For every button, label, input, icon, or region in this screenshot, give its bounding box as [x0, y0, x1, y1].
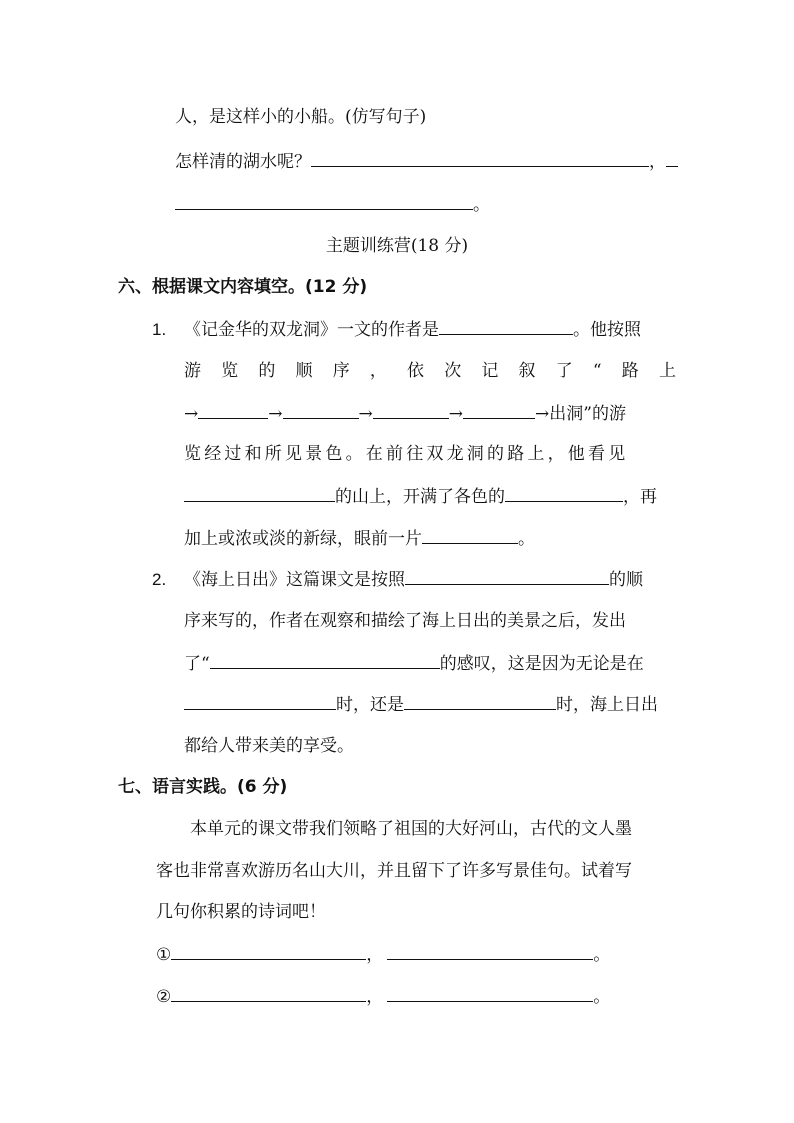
s6-item2-text-b: 序来写的，作者在观察和描绘了海上日出的美景之后，发出	[184, 611, 626, 631]
poem-2-period: 。	[593, 987, 611, 1007]
s6-item1-line2	[184, 358, 676, 384]
s6-item1-line3	[184, 400, 626, 427]
s6-item1-text-c-end: 出洞”的游	[549, 404, 626, 424]
s6-item2-text-d2: 时，海上日出	[556, 695, 658, 715]
char: 的	[258, 361, 276, 381]
poem-2-comma: ，	[366, 987, 384, 1007]
s6-item1-line4	[184, 441, 628, 467]
s6-item1-text-a: 《记金华的双龙洞》一文的作者是	[184, 320, 439, 340]
char: 顺	[295, 361, 313, 381]
route-blank-2[interactable]	[283, 400, 359, 419]
char: 记	[481, 361, 499, 381]
s6-item1-author-blank[interactable]	[439, 316, 573, 335]
arrow-icon: →	[268, 404, 283, 424]
route-blank-4[interactable]	[463, 400, 535, 419]
s6-item2-text-c: 了“	[184, 654, 210, 674]
s6-item1-text-a-end: 。他按照	[573, 320, 641, 340]
s6-item2-text-d1: 时，还是	[336, 695, 404, 715]
flowers-blank[interactable]	[505, 483, 623, 502]
poem-1-blank-a[interactable]	[171, 941, 366, 960]
poem-2-blank-b[interactable]	[387, 983, 593, 1002]
scene-blank[interactable]	[422, 525, 518, 544]
s6-item2-number: 2.	[152, 570, 167, 589]
s6-item1-line5	[184, 483, 657, 510]
poem-1-period: 。	[593, 945, 611, 965]
poem-line-1	[156, 941, 610, 968]
q5-blank-2[interactable]	[175, 191, 473, 210]
arrow-icon: →	[184, 404, 199, 424]
s6-item2-text-a: 《海上日出》这篇课文是按照	[184, 570, 405, 590]
q5-text-2: 怎样清的湖水呢？	[175, 152, 311, 172]
circled-two-marker: ②	[156, 987, 172, 1007]
q5-period: 。	[473, 195, 490, 215]
q5-line-1	[175, 104, 426, 130]
s6-heading	[118, 274, 367, 300]
s6-item2-text-e: 都给人带来美的享受。	[184, 736, 354, 756]
s7-para-line3	[156, 899, 326, 925]
arrow-icon: →	[448, 404, 463, 424]
char: 了	[555, 361, 573, 381]
s6-item2-text-a-end: 的顺	[609, 570, 643, 590]
poem-2-blank-a[interactable]	[171, 983, 366, 1002]
s6-item2-line1	[152, 566, 643, 593]
arrow-icon: →	[535, 404, 550, 424]
mountain-blank[interactable]	[184, 483, 335, 502]
route-blank-1[interactable]	[198, 400, 268, 419]
char: 路	[621, 361, 639, 381]
arrow-icon: →	[358, 404, 373, 424]
s6-item1-text-d: 览经过和所见景色。在前往双龙洞的路上，他看见	[184, 444, 629, 464]
s6-item2-line3	[184, 650, 644, 677]
char: ，	[369, 361, 387, 381]
order-blank[interactable]	[405, 566, 609, 585]
s7-para-text-2: 客也非常喜欢游历名山大川，并且留下了许多写景佳句。试着写	[156, 861, 632, 881]
q5-line-3	[175, 191, 490, 218]
s6-item2-line4	[184, 691, 658, 718]
s6-item2-line5	[184, 733, 354, 759]
s6-item1-text-e1: 的山上，开满了各色的	[335, 487, 505, 507]
char: 次	[444, 361, 462, 381]
q5-line-2	[175, 148, 678, 175]
char: 上	[658, 361, 676, 381]
char: 依	[407, 361, 425, 381]
exclaim-blank[interactable]	[210, 650, 440, 669]
section-title	[0, 233, 794, 259]
poem-line-2	[156, 983, 610, 1010]
s7-heading	[118, 774, 287, 800]
s6-item1-text-f-end: 。	[518, 529, 535, 549]
s6-item1-text-e2: ，再	[623, 487, 657, 507]
circled-one-marker: ①	[156, 945, 172, 965]
s7-para-line2	[156, 858, 632, 884]
q5-text-1: 人，是这样小的小船。(仿写句子)	[175, 107, 427, 127]
char: 游	[184, 361, 201, 381]
s6-heading-text: 六、根据课文内容填空。(12 分)	[118, 277, 368, 297]
weather-blank-1[interactable]	[184, 691, 336, 710]
s6-item1-text-f: 加上或浓或淡的新绿，眼前一片	[184, 529, 422, 549]
s6-item1-line1	[152, 316, 641, 343]
s7-para-text-3: 几句你积累的诗词吧！	[156, 902, 326, 922]
s6-item2-text-c-end: 的感叹，这是因为无论是在	[439, 654, 644, 674]
s7-para-text-1: 本单元的课文带我们领略了祖国的大好河山，古代的文人墨	[190, 819, 632, 839]
section-title-text: 主题训练营(18 分)	[325, 236, 469, 256]
route-blank-3[interactable]	[373, 400, 449, 419]
s7-heading-text: 七、语言实践。(6 分)	[118, 777, 288, 797]
poem-1-comma: ，	[366, 945, 384, 965]
q5-blank-1[interactable]	[311, 148, 649, 167]
char: 叙	[518, 361, 536, 381]
char: 序	[332, 361, 350, 381]
s7-para-line1	[190, 816, 632, 842]
poem-1-blank-b[interactable]	[387, 941, 593, 960]
weather-blank-2[interactable]	[404, 691, 556, 710]
char: 览	[221, 361, 239, 381]
s6-item2-line2	[184, 608, 626, 634]
q5-comma: ，	[649, 152, 666, 172]
s6-item1-number: 1.	[152, 320, 167, 339]
s6-item1-line6	[184, 525, 535, 552]
char: “	[592, 361, 602, 381]
q5-blank-1-tail[interactable]	[666, 148, 678, 167]
